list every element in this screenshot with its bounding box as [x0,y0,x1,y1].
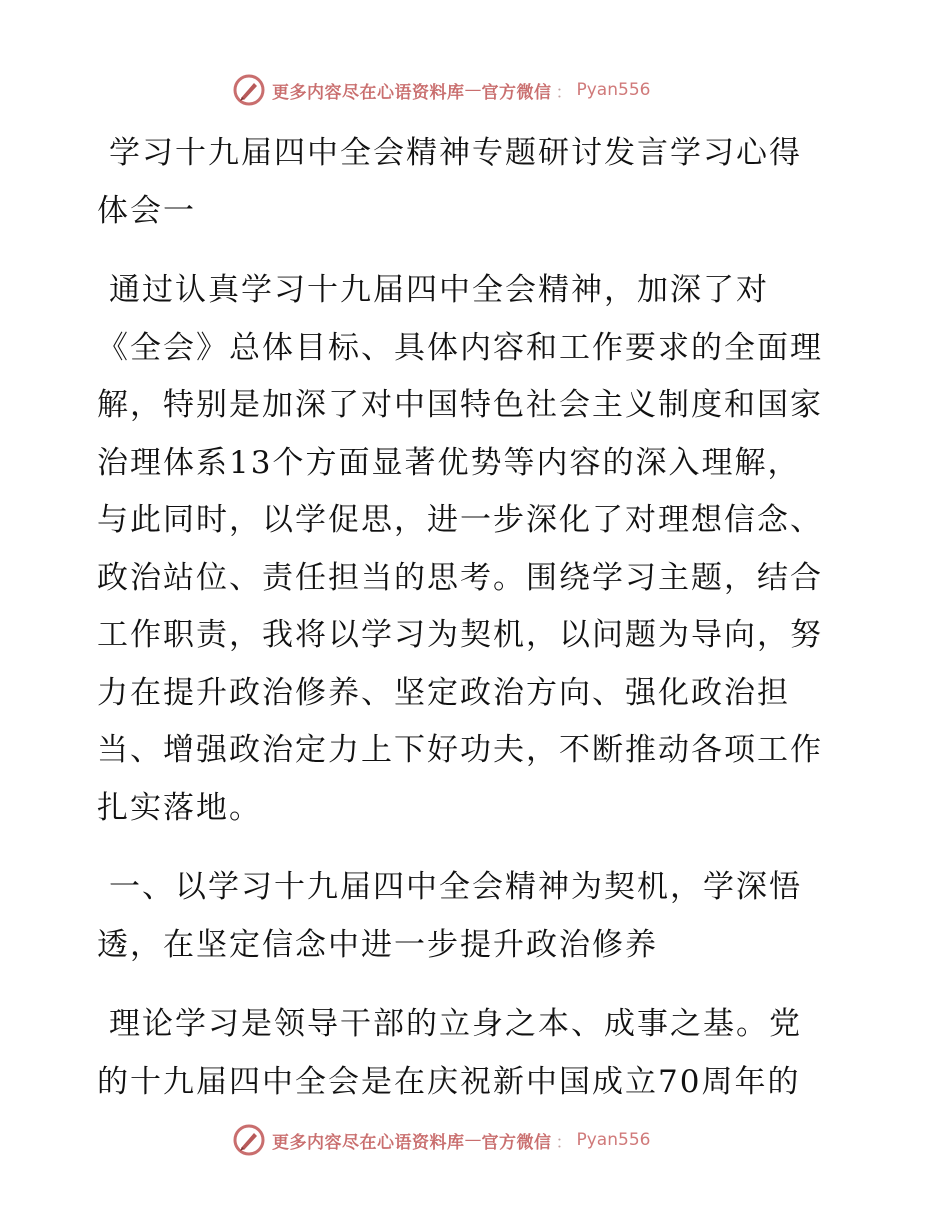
paragraph-line: 通过认真学习十九届四中全会精神，加深了对 [109,272,769,308]
paragraph-line: 扎实落地。 [97,789,262,826]
heading-line: 一、以学习十九届四中全会精神为契机，学深悟 [109,869,802,905]
paragraph-line: 治理体系13个方面显著优势等内容的深入理解， [97,444,801,481]
paragraph-intro [97,262,857,837]
paragraph-line: 当、增强政治定力上下好功夫，不断推动各项工作 [97,732,823,768]
pen-logo-icon [232,73,266,107]
paragraph-line: 工作职责，我将以学习为契机，以问题为导向，努 [97,617,823,653]
watermark-separator: ： [555,1132,573,1153]
paragraph-line: 与此同时，以学促思，进一步深化了对理想信念、 [97,502,823,538]
watermark-label: 官方微信 [481,1132,552,1153]
heading-line: 透，在坚定信念中进一步提升政治修养 [97,926,658,963]
paragraph-line: 理论学习是领导干部的立身之本、成事之基。党 [109,1006,802,1042]
paragraph-line: 解，特别是加深了对中国特色社会主义制度和国家 [97,387,823,423]
watermark-account: Pyan556 [576,80,651,100]
pen-logo-icon [232,1123,266,1157]
paragraph-section-1 [97,996,857,1111]
watermark-brand: 更多内容尽在心语资料库 [272,82,465,103]
watermark-account: Pyan556 [576,1130,651,1150]
paragraph-line: 力在提升政治修养、坚定政治方向、强化政治担 [97,674,790,711]
title-line: 学习十九届四中全会精神专题研讨发言学习心得 [109,135,802,171]
watermark-label: 官方微信 [481,82,552,103]
paragraph-line: 的十九届四中全会是在庆祝新中国成立70周年的 [97,1063,801,1100]
watermark-brand: 更多内容尽在心语资料库 [272,1132,465,1153]
watermark-separator: ： [555,82,573,103]
watermark-dash: — [464,80,482,100]
footer-watermark [232,1122,650,1158]
paragraph-line: 政治站位、责任担当的思考。围绕学习主题，结合 [97,559,823,596]
document-body [97,125,857,1111]
document-title [97,125,857,240]
section-heading-1 [97,859,857,974]
watermark-dash: — [464,1130,482,1150]
header-watermark [232,72,650,108]
title-line: 体会一 [97,192,196,229]
paragraph-line: 《全会》总体目标、具体内容和工作要求的全面理 [97,329,823,366]
